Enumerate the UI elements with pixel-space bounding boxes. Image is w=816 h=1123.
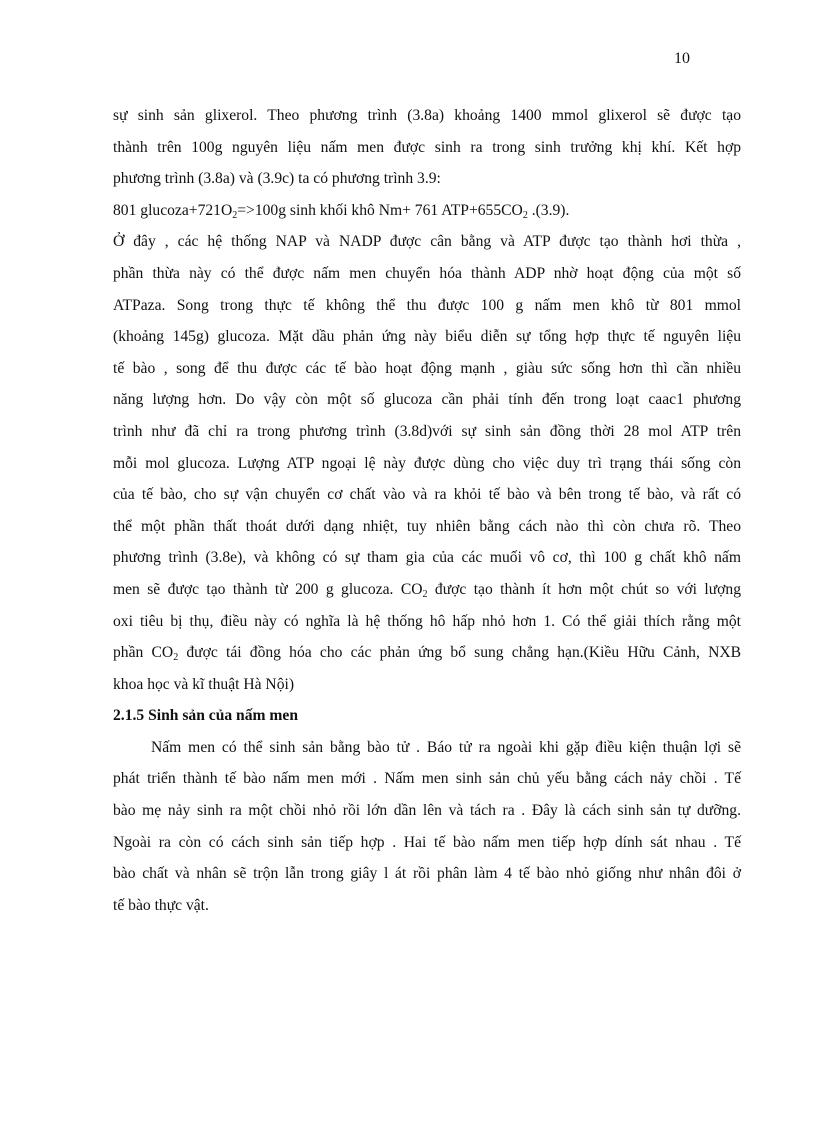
text-line: của tế bào, cho sự vận chuyển cơ chất vào và ra khỏi tế bào và bên trong tế bào, và rất có xyxy=(113,486,741,504)
text-line: mỗi mol glucoza. Lượng ATP ngoại lệ này được dùng cho việc duy trì trạng thái sống còn xyxy=(113,454,741,472)
page-body xyxy=(113,100,741,921)
text-line: ATPaza. Song trong thực tế không thể thu được 100 g nấm men khô từ 801 mmol xyxy=(113,296,741,314)
text-line: oxi tiêu bị thụ, điều này có nghĩa là hệ thống hô hấp nhỏ hơn 1. Có thể giải thích rằng một xyxy=(113,612,741,630)
text-line: thành trên 100g nguyên liệu nấm men được sinh ra trong sinh trưởng khị khí. Kết hợp xyxy=(113,138,741,156)
text-line: bào mẹ nảy sinh ra một chồi nhỏ rồi lớn dần lên và tách ra . Đây là cách sinh sản tự dưỡng. xyxy=(113,802,741,820)
text-line: trình như đã chỉ ra trong phương trình (3.8d)với sự sinh sản đồng thời 28 mol ATP trên xyxy=(113,422,741,440)
text-line: bào chất và nhân sẽ trộn lẫn trong giây l át rồi phân làm 4 tế bào nhỏ giống như nhân đôi ở xyxy=(113,865,741,883)
text-line: phần thừa này có thể được nấm men chuyển hóa thành ADP nhờ hoạt động của một số xyxy=(113,264,741,282)
text-line-co2: men sẽ được tạo thành từ 200 g glucoza. $CO_2$ được tạo thành ít hơn một chút so với lượng xyxy=(113,580,741,600)
text-line: năng lượng hơn. Do vậy còn một số glucoza cần phải tính đến trong loạt caac1 phương xyxy=(113,391,741,409)
text-line: khoa học và kĩ thuật Hà Nội) xyxy=(113,675,295,693)
page-number: 10 xyxy=(674,50,690,67)
paragraph-nap-nadp xyxy=(113,226,741,700)
text-line: Ngoài ra còn có cách sinh sản tiếp hợp . Hai tế bào nấm men tiếp hợp dính sát nhau . Tế xyxy=(113,833,741,851)
text-line: phát triển thành tế bào nấm men mới . Nấm men sinh sản chủ yếu bằng cách nảy chồi . Tế xyxy=(113,770,741,788)
text-line: sự sinh sản glixerol. Theo phương trình (3.8a) khoảng 1400 mmol glixerol sẽ được tạo xyxy=(113,107,741,124)
paragraph-reproduction xyxy=(113,732,741,922)
section-heading: 2.1.5 Sinh sản của nấm men xyxy=(113,707,299,725)
text-line: thể một phần thất thoát dưới dạng nhiệt, tuy nhiên bằng cách nào thì còn chưa rõ. Theo xyxy=(113,517,741,535)
text-line: Ở đây , các hệ thống NAP và NADP được cân bằng và ATP được tạo thành hơi thừa , xyxy=(113,233,741,251)
text-line: phương trình (3.8e), và không có sự tham gia của các muối vô cơ, thì 100 g chất khô nấm xyxy=(113,549,741,567)
text-line: (khoảng 145g) glucoza. Mặt dầu phản ứng này biểu diễn sự tổng hợp thực tế nguyên liệu xyxy=(113,328,741,346)
equation-3-9: 801 $glucoza+721O_2=>100g$ sinh khối khô Nm+ 761 $ATP+655CO_2$ .(3.9). xyxy=(113,201,570,221)
text-line: tế bào , song để thu được các tế bào hoạt động mạnh , giàu sức sống hơn thì cần nhiều xyxy=(113,359,741,377)
text-line: tế bào thực vật. xyxy=(113,896,209,914)
text-line: Nấm men có thể sinh sản bằng bào tử . Báo tử ra ngoài khi gặp điều kiện thuận lợi sẽ xyxy=(151,738,741,756)
text-line: phương trình (3.8a) và (3.9c) ta có phương trình 3.9: xyxy=(113,170,441,188)
text-line-co2: phần $CO_2$ được tái đồng hóa cho các phản ứng bổ sung chẳng hạn.(Kiều Hữu Cảnh, NXB xyxy=(113,644,741,664)
paragraph-glixerol xyxy=(113,100,741,195)
